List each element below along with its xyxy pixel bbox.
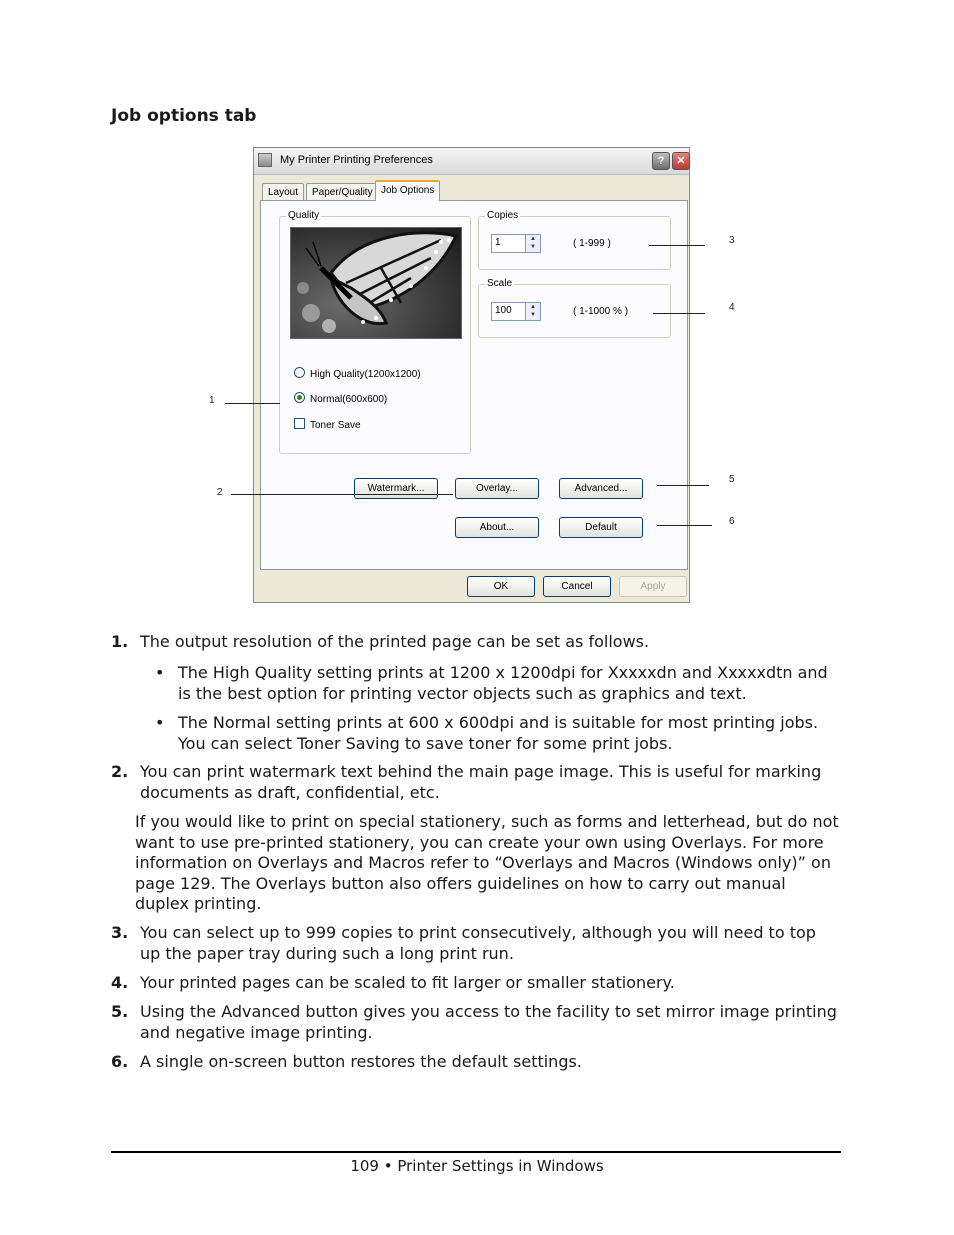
bullet-dot: •	[155, 713, 165, 732]
tab-paper-quality[interactable]: Paper/Quality	[306, 183, 379, 201]
toner-save-label: Toner Save	[310, 420, 361, 431]
scale-value: 100	[495, 305, 512, 316]
job-options-panel	[260, 200, 688, 570]
list-number: 5.	[111, 1002, 129, 1021]
default-button[interactable]: Default	[559, 517, 643, 538]
quality-preview-image	[290, 227, 462, 339]
list-text: The output resolution of the printed page can be set as follows.	[140, 632, 650, 651]
callout-2: 2	[217, 487, 223, 498]
butterfly-image	[291, 228, 461, 338]
radio-high-quality[interactable]	[294, 367, 305, 378]
list-number: 1.	[111, 632, 129, 651]
callout-3: 3	[729, 235, 735, 246]
close-button[interactable]	[672, 152, 690, 170]
watermark-button[interactable]: Watermark...	[354, 478, 438, 499]
scale-group	[478, 278, 671, 338]
list-item-2	[111, 762, 841, 804]
quality-option-high-label: High Quality(1200x1200)	[310, 369, 421, 380]
list-number: 2.	[111, 762, 129, 781]
cancel-button[interactable]: Cancel	[543, 576, 611, 597]
list-number: 4.	[111, 973, 129, 992]
copies-spin-arrows[interactable]: ▲ ▼	[525, 235, 540, 252]
callout-line-3	[649, 245, 705, 246]
quality-group	[279, 210, 471, 454]
dialog-titlebar	[254, 148, 689, 175]
footer-rule	[111, 1151, 841, 1153]
advanced-button[interactable]: Advanced...	[559, 478, 643, 499]
list-item-6	[111, 1052, 841, 1073]
callout-line-6	[657, 525, 712, 526]
toner-save-option[interactable]	[294, 418, 361, 431]
ok-button[interactable]: OK	[467, 576, 535, 597]
radio-normal[interactable]	[294, 392, 305, 403]
bullet-text: The Normal setting prints at 600 x 600dpi and is suitable for most printing jobs. You can select Toner Saving to save toner for some print jobs.	[178, 713, 819, 753]
copies-legend: Copies	[487, 210, 519, 221]
scale-spinner[interactable]	[491, 302, 541, 321]
list-text: Using the Advanced button gives you access to the facility to set mirror image printing and negative image printing.	[140, 1002, 837, 1042]
quality-legend: Quality	[288, 210, 320, 221]
close-icon: ✕	[676, 155, 686, 167]
callout-line-5	[657, 485, 709, 486]
list-text: You can select up to 999 copies to print consecutively, although you will need to top up the paper tray during such a long print run.	[140, 923, 816, 963]
help-button[interactable]	[652, 152, 670, 170]
copies-spinner[interactable]	[491, 234, 541, 253]
toner-save-checkbox[interactable]	[294, 418, 305, 429]
scale-legend: Scale	[487, 278, 513, 289]
printing-preferences-dialog	[253, 147, 690, 603]
bullet-dot: •	[155, 663, 165, 682]
list-item-4	[111, 973, 841, 994]
copies-group	[478, 210, 671, 270]
quality-option-normal-label: Normal(600x600)	[310, 394, 388, 405]
callout-line-1	[225, 403, 280, 404]
section-heading: Job options tab	[111, 106, 257, 126]
list-number: 3.	[111, 923, 129, 942]
list-item-1	[111, 632, 841, 653]
scale-spin-arrows[interactable]: ▲ ▼	[525, 303, 540, 320]
callout-4: 4	[729, 302, 735, 313]
tab-job-options[interactable]: Job Options	[375, 180, 440, 201]
callout-6: 6	[729, 516, 735, 527]
overlay-button[interactable]: Overlay...	[455, 478, 539, 499]
bullet-text: The High Quality setting prints at 1200 x 1200dpi for Xxxxxdn and Xxxxxdtn and is the best option for printing vector objects such as graphics and text.	[178, 663, 828, 703]
callout-line-4	[653, 313, 705, 314]
list-item-3	[111, 923, 841, 965]
callout-line-2	[231, 494, 453, 495]
list-text: You can print watermark text behind the main page image. This is useful for marking documents as draft, confidential, etc.	[140, 762, 822, 802]
callout-5: 5	[729, 474, 735, 485]
help-icon: ?	[657, 155, 665, 167]
overlay-paragraph: If you would like to print on special stationery, such as forms and letterhead, but do not want to use pre-printed stationery, you can create your own using Overlays. For more information on Overlays and Macros refer to “Overlays and Macros (Windows only)” on page 129. The Overlays button also offers guidelines on how to carry out manual duplex printing.	[135, 812, 839, 913]
quality-option-high[interactable]	[294, 367, 421, 380]
about-button[interactable]: About...	[455, 517, 539, 538]
tab-layout[interactable]: Layout	[262, 183, 304, 201]
copies-value: 1	[495, 237, 501, 248]
list-item-5	[111, 1002, 841, 1044]
list-text: Your printed pages can be scaled to fit larger or smaller stationery.	[140, 973, 675, 992]
dialog-title: My Printer Printing Preferences	[280, 154, 433, 166]
list-number: 6.	[111, 1052, 129, 1071]
scale-range: ( 1-1000 % )	[573, 306, 629, 317]
copies-range: ( 1-999 )	[573, 238, 611, 249]
apply-button[interactable]: Apply	[619, 576, 687, 597]
callout-1: 1	[209, 395, 215, 406]
page-footer: 109 • Printer Settings in Windows	[350, 1157, 604, 1175]
list-text: A single on-screen button restores the default settings.	[140, 1052, 582, 1071]
quality-option-normal[interactable]	[294, 392, 387, 405]
printer-icon	[258, 153, 272, 167]
